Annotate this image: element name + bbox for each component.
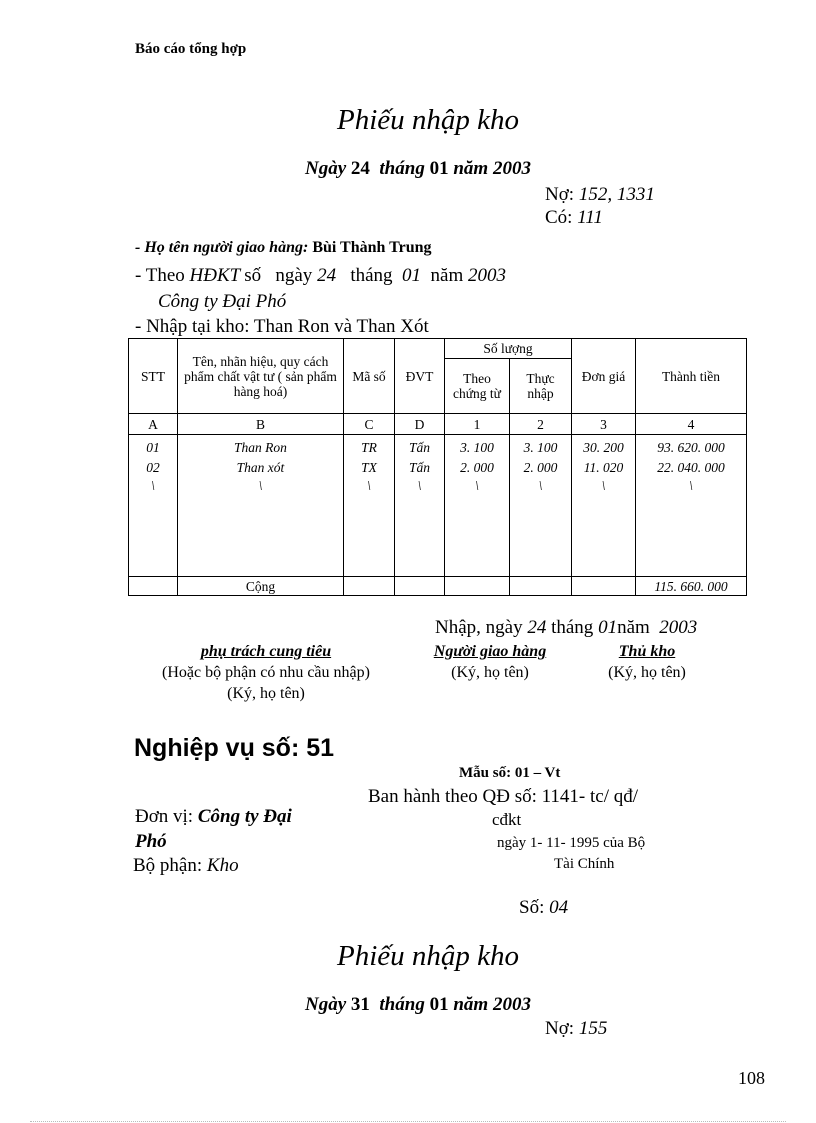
theo-day: 24 [317, 265, 337, 286]
total-label: Cộng [178, 577, 344, 596]
theo-month: 01 [402, 265, 422, 286]
total-empty [445, 577, 510, 596]
thanhtien-cell [636, 435, 747, 577]
sig1-title: phụ trách cung tiêu [200, 643, 332, 660]
row1-stt: 01 [146, 440, 160, 455]
ditto-mark: \ [538, 478, 543, 493]
theo-thang: tháng [350, 265, 393, 286]
debit-line [545, 184, 655, 206]
signature-deliverer [412, 641, 568, 683]
sign-nam: năm [617, 617, 650, 638]
doc-number-value: 04 [549, 897, 569, 918]
col-name-header: Tên, nhãn hiệu, quy cách phẩm chất vật tư ( sản phẩm hàng hoá) [178, 339, 344, 414]
ditto-mark: \ [475, 478, 479, 493]
row2-theo: 2. 000 [460, 460, 494, 475]
credit-label: Có: [545, 207, 573, 228]
dept-label: Bộ phận: [133, 855, 203, 876]
theo-prefix: - Theo [135, 265, 185, 286]
issued-line-1: Ban hành theo QĐ số: 1141- tc/ qđ/ [368, 786, 639, 807]
dongia-cell [572, 435, 636, 577]
code-3: 3 [572, 414, 636, 435]
debit-label: Nợ: [545, 184, 575, 205]
col-ma-header: Mã số [344, 339, 395, 414]
theo-ngay: ngày [275, 265, 313, 286]
theo-doc: HĐKT [189, 265, 241, 286]
row1-ma: TR [361, 440, 377, 455]
stt-cell [129, 435, 178, 577]
name-cell [178, 435, 344, 577]
sign-thang: tháng [551, 617, 594, 638]
sig1-sign: (Ký, họ tên) [227, 685, 305, 702]
code-4: 4 [636, 414, 747, 435]
header-row-1 [129, 339, 747, 359]
debit-value: 152, 1331 [578, 184, 655, 205]
col-dongia-header: Đơn giá [572, 339, 636, 414]
total-row [129, 577, 747, 596]
slip2-debit-line [545, 1018, 607, 1040]
credit-line [545, 207, 603, 229]
date-day: 24 [350, 158, 370, 179]
unit-value-cont: Phó [135, 831, 167, 852]
col-dvt-header: ĐVT [395, 339, 445, 414]
sign-month: 01 [598, 617, 618, 638]
sig2-title: Người giao hàng [433, 643, 547, 660]
ditto-mark: \ [151, 478, 155, 493]
company-name: Công ty Đại Phó [158, 291, 287, 312]
slip1-date [305, 158, 531, 180]
dept-line [133, 855, 239, 877]
date-ngay-label: Ngày [305, 994, 347, 1015]
row2-stt: 02 [146, 460, 160, 475]
debit-value: 155 [578, 1018, 608, 1039]
slip2-date [305, 994, 531, 1016]
contract-line [135, 265, 506, 287]
sig1-sub: (Hoặc bộ phận có nhu cầu nhập) [162, 664, 370, 681]
form-number: Mẫu số: 01 – Vt [459, 765, 561, 781]
row1-theo: 3. 100 [460, 440, 494, 455]
date-thang-label: tháng [379, 158, 425, 179]
total-empty [344, 577, 395, 596]
debit-label: Nợ: [545, 1018, 575, 1039]
row2-thuc: 2. 000 [523, 460, 558, 475]
col-theo-header: Theo chứng từ [445, 358, 510, 413]
credit-value: 111 [577, 207, 603, 228]
warehouse-line: - Nhập tại kho: Than Ron và Than Xót [135, 316, 429, 337]
page-number: 108 [738, 1068, 765, 1088]
ditto-mark: \ [417, 478, 422, 493]
ditto-mark: \ [601, 478, 606, 493]
row1-dvt: Tấn [408, 440, 430, 455]
row1-thanhtien: 93. 620. 000 [657, 440, 725, 455]
deliverer-label: - Họ tên người giao hàng: [135, 239, 309, 256]
date-year: 2003 [492, 158, 531, 179]
signature-storekeeper [584, 641, 710, 683]
slip1-title: Phiếu nhập kho [337, 104, 520, 136]
theo-year: 2003 [468, 265, 506, 286]
sign-date [435, 617, 697, 639]
total-empty [129, 577, 178, 596]
row2-dongia: 11. 020 [583, 460, 624, 475]
dept-value: Kho [206, 855, 239, 876]
code-c: C [344, 414, 395, 435]
report-header: Báo cáo tổng hợp [135, 41, 247, 57]
issued-line-3: ngày 1- 11- 1995 của Bộ [497, 835, 646, 851]
doc-number [519, 897, 568, 919]
ditto-mark: \ [689, 478, 693, 493]
row1-dongia: 30. 200 [583, 440, 624, 455]
deliverer-line [135, 239, 432, 257]
code-d: D [395, 414, 445, 435]
code-row [129, 414, 747, 435]
sig3-title: Thủ kho [618, 643, 676, 660]
row2-dvt: Tấn [408, 460, 430, 475]
sign-date-prefix: Nhập, ngày [435, 617, 523, 638]
col-soluong-header: Số lượng [445, 339, 572, 359]
date-nam-label: năm [453, 158, 489, 179]
ma-cell [344, 435, 395, 577]
signature-procurement [130, 641, 402, 704]
total-empty [395, 577, 445, 596]
code-2: 2 [510, 414, 572, 435]
issued-line-2: cđkt [492, 810, 522, 829]
receipt-table [128, 338, 747, 596]
dvt-cell [395, 435, 445, 577]
date-thang-label: tháng [379, 994, 425, 1015]
date-month: 01 [429, 994, 449, 1015]
total-empty [510, 577, 572, 596]
code-b: B [178, 414, 344, 435]
row1-thuc: 3. 100 [523, 440, 558, 455]
issued-line-4: Tài Chính [554, 856, 615, 872]
footer-divider [30, 1121, 786, 1122]
date-nam-label: năm [453, 994, 489, 1015]
theo-so: số [244, 265, 262, 286]
sign-year: 2003 [659, 617, 698, 638]
doc-number-label: Số: [519, 897, 545, 918]
code-a: A [129, 414, 178, 435]
date-year: 2003 [492, 994, 531, 1015]
date-ngay-label: Ngày [305, 158, 347, 179]
theo-cell [445, 435, 510, 577]
total-empty [572, 577, 636, 596]
sig2-sign: (Ký, họ tên) [451, 664, 529, 681]
unit-line [135, 806, 292, 828]
code-1: 1 [445, 414, 510, 435]
date-day: 31 [350, 994, 370, 1015]
operation-heading: Nghiệp vụ số: 51 [134, 734, 335, 762]
ditto-mark: \ [258, 478, 263, 493]
col-thuc-header: Thực nhập [510, 358, 572, 413]
row2-thanhtien: 22. 040. 000 [657, 460, 725, 475]
row2-name: Than xót [236, 460, 285, 475]
table-row [129, 435, 747, 577]
row2-ma: TX [361, 460, 377, 475]
unit-value: Công ty Đại [197, 806, 292, 827]
date-month: 01 [429, 158, 449, 179]
thuc-cell [510, 435, 572, 577]
col-thanhtien-header: Thành tiền [636, 339, 747, 414]
deliverer-name: Bùi Thành Trung [312, 239, 432, 256]
unit-label: Đơn vị: [135, 806, 194, 827]
slip2-title: Phiếu nhập kho [337, 940, 520, 972]
total-value: 115. 660. 000 [636, 577, 747, 596]
theo-nam: năm [430, 265, 464, 286]
sig3-sign: (Ký, họ tên) [608, 664, 686, 681]
col-stt-header: STT [129, 339, 178, 414]
sign-day: 24 [527, 617, 547, 638]
row1-name: Than Ron [234, 440, 287, 455]
ditto-mark: \ [367, 478, 371, 493]
